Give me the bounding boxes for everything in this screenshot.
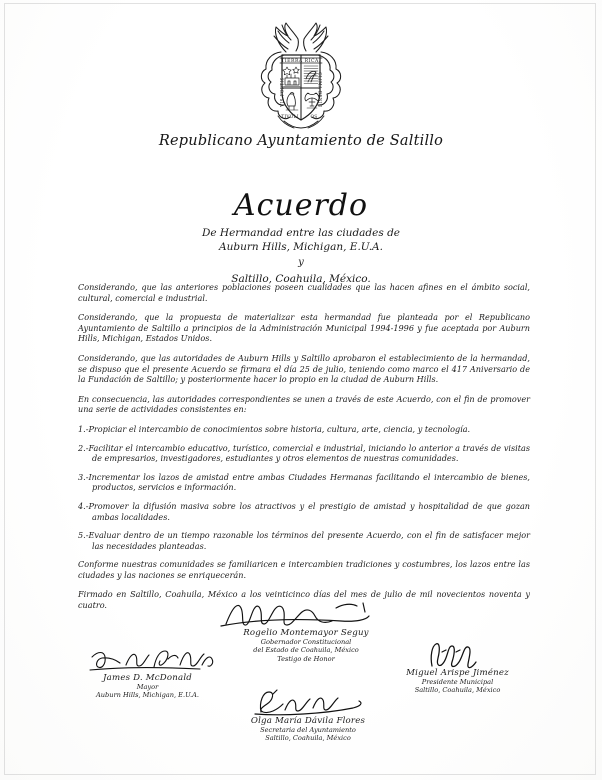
handwritten-signature-icon	[191, 600, 421, 630]
signature-name: Miguel Arispe Jiménez	[406, 668, 509, 678]
clause-item	[78, 501, 530, 522]
signature-role-line-1: Secretaria del Ayuntamiento	[260, 726, 356, 734]
considerando-2: Considerando, que la propuesta de materializar esta hermandad fue planteada por el Republicano Ayuntamiento de Saltillo a principios de la Administración Municipal 1994-1996 y fue aceptada por Auburn Hills, Michigan, Estados Unidos.	[78, 312, 530, 344]
crest-motto-bottom-right: OS	[310, 115, 318, 120]
clause-text: Propiciar el intercambio de conocimientos sobre historia, cultura, arte, ciencia, y tecnología.	[88, 423, 471, 434]
signature-name: Rogelio Montemayor Seguy	[243, 628, 369, 638]
signature-role-line-2: Saltillo, Coahuila, México	[414, 686, 501, 695]
crest-motto-top: TIERRA RICA.	[281, 59, 321, 64]
signature-block-presidente	[360, 640, 555, 695]
document-body	[78, 282, 530, 620]
document-subtitle	[0, 226, 602, 286]
crest-motto-left: VIS FORTIS	[279, 77, 285, 107]
clause-number: 2.-	[78, 442, 89, 453]
clause-text: Incrementar los lazos de amistad entre ambas Ciudades Hermanas facilitando el intercambio de bienes, productos, servicios e información.	[88, 471, 530, 493]
subtitle-line-1: De Hermandad entre las ciudades de	[201, 227, 401, 239]
clause-text: Evaluar dentro de un tiempo razonable los términos del presente Acuerdo, con el fin de satisfacer mejor las necesidades planteadas.	[88, 530, 530, 551]
signature-role-line-3: Testigo de Honor	[277, 654, 335, 663]
signing-line: Firmado en Saltillo, Coahuila, México a los veinticinco días del mes de julio de mil novecientos noventa y cuatro.	[78, 589, 530, 611]
signature-role-line-2: Auburn Hills, Michigan, E.U.A.	[96, 691, 199, 700]
clause-item	[78, 530, 530, 551]
clause-number: 3.-	[78, 471, 89, 482]
considerando-3: Considerando, que las autoridades de Auburn Hills y Saltillo aprobaron el establecimiento de la hermandad, se dispuso que el presente Acuerdo se firmara el día 25 de julio, teniendo como marco el 417 Aniversario de la Fundación de Saltillo; y posteriormente hacer lo propio en la ciudad de Auburn Hills.	[78, 352, 530, 385]
closing-paragraph: Conforme nuestras comunidades se familiaricen e intercambien tradiciones y costumbres, los lazos entre las ciudades y las naciones se enriquecerán.	[78, 559, 530, 580]
signature-role-line-1: Gobernador Constitucional	[260, 638, 352, 646]
signature-role-line-1: Mayor	[136, 683, 159, 691]
signature-name: James D. McDonald	[103, 673, 192, 683]
coat-of-arms-container	[0, 22, 602, 138]
clause-item	[78, 424, 530, 435]
subtitle-line-2: Auburn Hills, Michigan, E.U.A.	[219, 241, 383, 253]
crest-motto-bottom-left: TIVOLI	[281, 115, 299, 120]
handwritten-signature-icon	[203, 688, 413, 718]
lead-in-paragraph: En consecuencia, las autoridades correspondientes se unen a través de este Acuerdo, con el fin de promover una serie de actividades consistentes en:	[78, 393, 530, 415]
crest-motto-right: CLIMA BENIG	[317, 72, 323, 108]
organization-title: Republicano Ayuntamiento de Saltillo	[158, 133, 444, 149]
document-title: Acuerdo	[233, 188, 369, 223]
signature-block-secretaria	[203, 688, 413, 743]
clause-list	[78, 424, 530, 551]
clause-number: 1.-	[78, 423, 89, 434]
clause-text: Promover la difusión masiva sobre los atractivos y el prestigio de amistad y hospitalidad de que gozan ambas localidades.	[88, 500, 530, 522]
handwritten-signature-icon	[360, 640, 555, 670]
handwritten-signature-icon	[50, 645, 245, 675]
coat-of-arms-icon	[238, 22, 364, 134]
clause-item	[78, 443, 530, 464]
clause-item	[78, 472, 530, 493]
clause-number: 4.-	[78, 500, 89, 511]
considerando-1: Considerando, que las anteriores poblaciones poseen cualidades que las hacen afines en el ámbito social, cultural, comercial e industrial.	[78, 282, 530, 303]
signature-role-line-2: Saltillo, Coahuila, México	[265, 734, 351, 743]
subtitle-conjunction: y	[298, 257, 304, 268]
signature-role-line-1: Presidente Municipal	[421, 678, 494, 686]
subtitle-line-3: Saltillo, Coahuila, México.	[231, 273, 371, 285]
clause-text: Facilitar el intercambio educativo, turístico, comercial e industrial, iniciando lo anterior a través de visitas de empresarios, investigadores, estudiantes y otros elementos de nuestras comunidades.	[88, 442, 530, 464]
signature-role-line-2: del Estado de Coahuila, México	[253, 646, 359, 655]
signature-name: Olga María Dávila Flores	[250, 716, 366, 726]
clause-number: 5.-	[78, 530, 89, 541]
